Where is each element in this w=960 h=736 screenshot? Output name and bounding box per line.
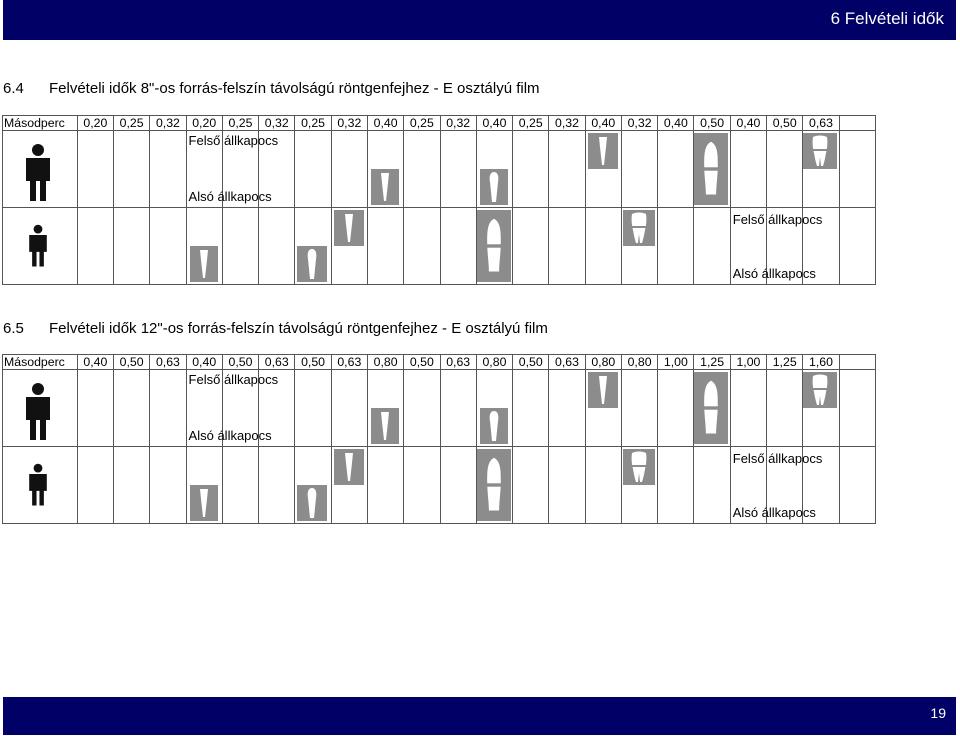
exposure-time-cell: 1,25	[694, 355, 730, 370]
lower-jaw-label: Alsó állkapocs	[732, 266, 816, 281]
image-cell	[259, 447, 295, 524]
section-title-6-5	[3, 320, 548, 337]
molar-tooth-icon	[803, 133, 837, 169]
image-cell	[295, 447, 331, 524]
exposure-time-cell: 0,63	[549, 355, 585, 370]
image-cell	[803, 370, 839, 447]
image-cell	[222, 447, 258, 524]
image-cell	[476, 370, 512, 447]
exposure-time-cell: 0,63	[259, 355, 295, 370]
image-cell	[222, 208, 258, 285]
image-cell	[585, 447, 621, 524]
image-cell	[367, 208, 403, 285]
image-cell	[295, 370, 331, 447]
exposure-time-cell: 0,32	[549, 116, 585, 131]
exposure-time-cell: 0,63	[440, 355, 476, 370]
image-cell	[803, 131, 839, 208]
image-cell	[549, 131, 585, 208]
lower-jaw-label: Alsó állkapocs	[188, 189, 272, 204]
image-cell	[259, 208, 295, 285]
exposure-time-cell: 0,80	[585, 355, 621, 370]
exposure-time-cell: 0,25	[404, 116, 440, 131]
exposure-time-cell: 0,32	[150, 116, 186, 131]
adult-row	[3, 370, 876, 447]
section-number: 6.4	[3, 80, 24, 97]
exposure-time-cell: 0,80	[367, 355, 403, 370]
image-cell	[694, 447, 730, 524]
exposure-time-cell: 1,00	[658, 355, 694, 370]
upper-jaw-label: Felső állkapocs	[188, 133, 279, 148]
seconds-header-label: Másodperc	[3, 355, 78, 370]
child-person-icon	[27, 224, 49, 272]
image-cell	[621, 447, 657, 524]
exposure-time-cell: 0,40	[730, 116, 766, 131]
exposure-time-cell: 0,50	[767, 116, 803, 131]
patient-cell	[3, 208, 78, 285]
image-cell	[150, 131, 186, 208]
image-cell	[513, 447, 549, 524]
exposure-time-cell: 0,20	[77, 116, 113, 131]
exposure-time-cell: 0,50	[222, 355, 258, 370]
canine-tooth-icon	[480, 408, 508, 444]
exposure-time-cell: 0,63	[150, 355, 186, 370]
image-cell	[585, 131, 621, 208]
section-title-text: Felvételi idők 12"-os forrás-felszín távolságú röntgenfejhez - E osztályú film	[49, 320, 548, 337]
section-number: 6.5	[3, 320, 24, 337]
empty-cell	[839, 116, 875, 131]
image-cell	[367, 447, 403, 524]
image-cell	[404, 208, 440, 285]
exposure-time-cell: 0,80	[621, 355, 657, 370]
image-cell	[730, 370, 766, 447]
premolar-tooth-icon	[477, 210, 511, 282]
exposure-time-cell: 0,50	[113, 355, 149, 370]
image-cell	[404, 370, 440, 447]
exposure-time-cell: 0,50	[404, 355, 440, 370]
premolar-tooth-icon	[694, 133, 728, 205]
exposure-time-cell: 0,63	[803, 116, 839, 131]
incisor-tooth-icon	[334, 449, 364, 485]
image-cell	[585, 370, 621, 447]
exposure-time-cell: 0,25	[295, 116, 331, 131]
image-cell	[549, 208, 585, 285]
image-cell	[186, 131, 279, 208]
image-cell	[658, 208, 694, 285]
exposure-time-cell: 0,32	[259, 116, 295, 131]
empty-cell	[839, 355, 875, 370]
exposure-time-cell: 0,40	[658, 116, 694, 131]
image-cell	[694, 208, 730, 285]
image-cell	[295, 131, 331, 208]
image-cell	[476, 131, 512, 208]
image-cell	[77, 447, 113, 524]
image-cell	[113, 208, 149, 285]
image-cell	[295, 208, 331, 285]
image-cell	[186, 208, 222, 285]
image-cell	[839, 131, 875, 208]
image-cell	[440, 208, 476, 285]
image-cell	[77, 370, 113, 447]
premolar-tooth-icon	[694, 372, 728, 444]
child-person-icon	[27, 463, 49, 511]
exposure-time-cell: 0,50	[513, 355, 549, 370]
exposure-time-cell: 0,40	[367, 116, 403, 131]
image-cell	[513, 370, 549, 447]
exposure-time-cell: 0,32	[621, 116, 657, 131]
adult-row	[3, 131, 876, 208]
header-bar	[3, 0, 956, 40]
image-cell	[331, 208, 367, 285]
incisor-tooth-icon	[334, 210, 364, 246]
molar-tooth-icon	[803, 372, 837, 408]
exposure-time-cell: 0,40	[476, 116, 512, 131]
image-cell	[476, 447, 512, 524]
exposure-time-cell: 0,50	[694, 116, 730, 131]
adult-person-icon	[23, 382, 53, 438]
image-cell	[150, 370, 186, 447]
section-title-text: Felvételi idők 8"-os forrás-felszín távolságú röntgenfejhez - E osztályú film	[49, 80, 540, 97]
child-row	[3, 208, 876, 285]
exposure-time-cell: 1,25	[767, 355, 803, 370]
image-cell	[331, 447, 367, 524]
exposure-time-cell: 1,60	[803, 355, 839, 370]
image-cell	[694, 131, 730, 208]
exposure-time-cell: 0,50	[295, 355, 331, 370]
image-cell	[730, 131, 766, 208]
image-cell	[839, 208, 875, 285]
exposure-time-cell: 0,63	[331, 355, 367, 370]
image-cell	[694, 370, 730, 447]
image-cell	[331, 370, 367, 447]
exposure-time-cell: 0,25	[222, 116, 258, 131]
patient-cell	[3, 447, 78, 524]
exposure-time-cell: 0,40	[77, 355, 113, 370]
image-cell	[331, 131, 367, 208]
seconds-header-label: Másodperc	[3, 116, 78, 131]
section-title-6-4	[3, 80, 540, 97]
image-cell	[113, 370, 149, 447]
image-cell	[513, 131, 549, 208]
image-cell	[767, 131, 803, 208]
exposure-time-cell: 0,80	[476, 355, 512, 370]
image-cell	[186, 447, 222, 524]
lower-jaw-label: Alsó állkapocs	[188, 428, 272, 443]
image-cell	[621, 131, 657, 208]
image-cell	[404, 447, 440, 524]
exposure-table-8in	[2, 115, 876, 285]
exposure-time-cell: 0,32	[331, 116, 367, 131]
image-cell	[549, 370, 585, 447]
lower-jaw-label: Alsó állkapocs	[732, 505, 816, 520]
image-cell	[730, 208, 823, 285]
exposure-time-cell: 0,40	[585, 116, 621, 131]
image-cell	[440, 370, 476, 447]
patient-cell	[3, 131, 78, 208]
image-cell	[658, 447, 694, 524]
adult-person-icon	[23, 143, 53, 199]
molar-tooth-icon	[623, 210, 655, 246]
footer-bar	[3, 697, 956, 735]
image-cell	[77, 208, 113, 285]
exposure-time-cell: 0,40	[186, 355, 222, 370]
exposure-time-cell: 0,25	[513, 116, 549, 131]
image-cell	[476, 208, 512, 285]
image-cell	[367, 370, 403, 447]
image-cell	[440, 447, 476, 524]
image-cell	[621, 208, 657, 285]
upper-jaw-label: Felső állkapocs	[732, 212, 823, 227]
image-cell	[658, 370, 694, 447]
image-cell	[150, 208, 186, 285]
incisor-tooth-icon	[371, 408, 399, 444]
exposure-time-cell: 0,20	[186, 116, 222, 131]
incisor-tooth-icon	[190, 485, 218, 521]
image-cell	[440, 131, 476, 208]
image-cell	[186, 370, 279, 447]
image-cell	[621, 370, 657, 447]
exposure-time-cell: 0,25	[113, 116, 149, 131]
upper-jaw-label: Felső állkapocs	[188, 372, 279, 387]
image-cell	[77, 131, 113, 208]
canine-tooth-icon	[297, 246, 327, 282]
canine-tooth-icon	[297, 485, 327, 521]
image-cell	[767, 370, 803, 447]
page-header-title: 6 Felvételi idők	[830, 9, 944, 28]
incisor-tooth-icon	[190, 246, 218, 282]
image-cell	[730, 447, 823, 524]
child-row	[3, 447, 876, 524]
image-cell	[839, 370, 875, 447]
image-cell	[367, 131, 403, 208]
incisor-tooth-icon	[371, 169, 399, 205]
page-number: 19	[930, 705, 946, 721]
exposure-time-cell: 1,00	[730, 355, 766, 370]
upper-jaw-label: Felső állkapocs	[732, 451, 823, 466]
image-cell	[549, 447, 585, 524]
image-cell	[658, 131, 694, 208]
image-cell	[513, 208, 549, 285]
image-cell	[839, 447, 875, 524]
image-cell	[113, 131, 149, 208]
exposure-time-cell: 0,32	[440, 116, 476, 131]
patient-cell	[3, 370, 78, 447]
premolar-tooth-icon	[477, 449, 511, 521]
canine-tooth-icon	[480, 169, 508, 205]
incisor-tooth-icon	[588, 133, 618, 169]
image-cell	[585, 208, 621, 285]
molar-tooth-icon	[623, 449, 655, 485]
image-cell	[113, 447, 149, 524]
image-cell	[404, 131, 440, 208]
incisor-tooth-icon	[588, 372, 618, 408]
image-cell	[150, 447, 186, 524]
exposure-table-12in	[2, 354, 876, 524]
